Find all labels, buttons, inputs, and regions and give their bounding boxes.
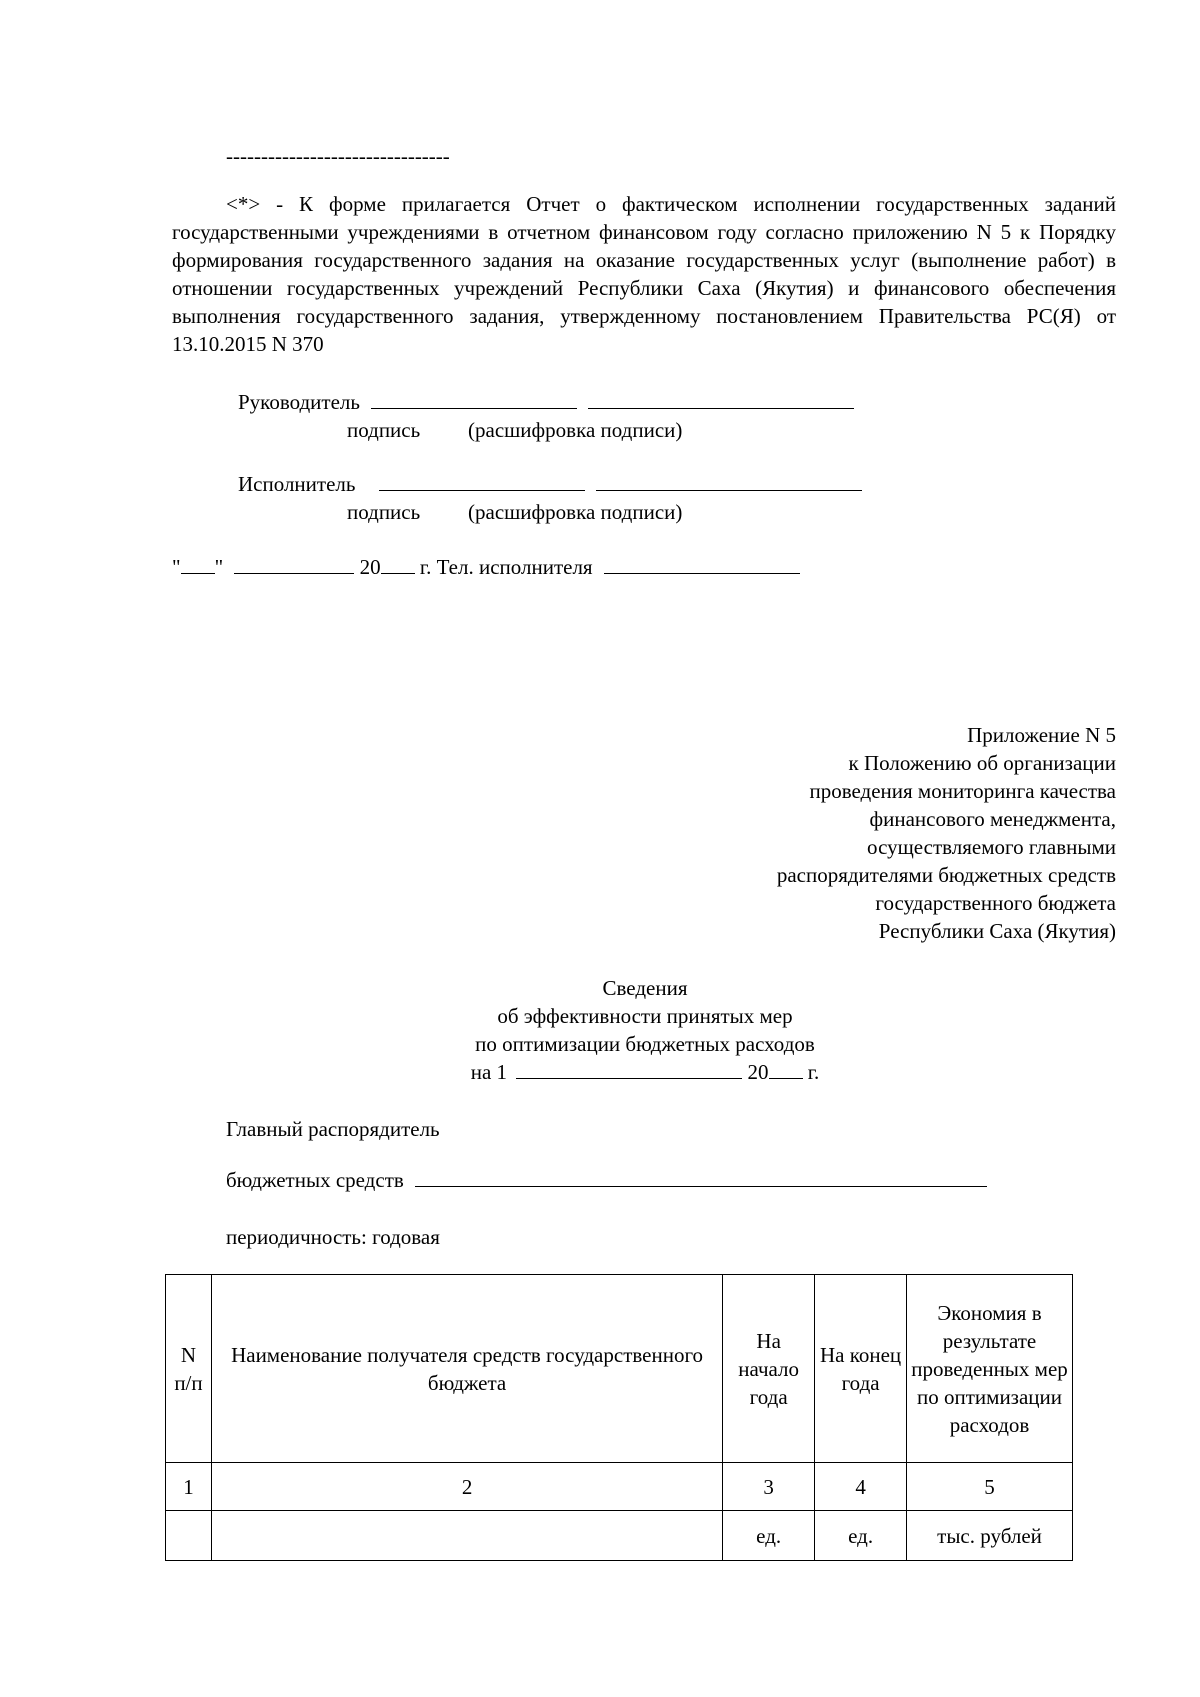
table-header-cell: На конец года — [815, 1275, 907, 1463]
report-table — [165, 1274, 1073, 1561]
signature-caption: подпись — [347, 418, 421, 442]
date-line: " " 20 г. Тел. исполнителя — [172, 553, 800, 581]
table-cell — [211, 1511, 722, 1561]
footnote-marker: <*> — [226, 192, 261, 216]
table-cell: 5 — [907, 1463, 1073, 1511]
table-header-cell: Экономия в результате проведенных мер по оптимизации расходов — [907, 1275, 1073, 1463]
table-cell — [166, 1511, 212, 1561]
periodicity-label: периодичность: годовая — [226, 1225, 440, 1249]
table-cell: ед. — [815, 1511, 907, 1561]
appendix-header: Приложение N 5 к Положению об организации проведения мониторинга качества финансового менеджмента, осуществляемого главными распорядителями бюджетных средств государственного бюджета Республики Саха (Якутия) — [776, 723, 1116, 943]
budget-funds-blank — [415, 1168, 987, 1187]
phone-blank — [604, 555, 800, 574]
table-cell: ед. — [723, 1511, 815, 1561]
main-manager-label: Главный распорядитель — [226, 1117, 440, 1141]
signature-caption: подпись — [347, 500, 421, 524]
table-cell: 3 — [723, 1463, 815, 1511]
signature-decode-line — [596, 472, 862, 491]
signature-line — [371, 390, 577, 409]
footnote-text: - К форме прилагается Отчет о фактическом исполнении государственных заданий государственными учреждениями в отчетном финансовом году согласно приложению N 5 к Порядку формирования государственного задания на оказание государственных услуг (выполнение работ) в отношении государственных учреждений Республики Саха (Якутия) и финансового обеспечения выполнения государственного задания, утвержденному постановлением Правительства РС(Я) от 13.10.2015 N 370 — [172, 192, 1116, 356]
table-header-cell: Наименование получателя средств государственного бюджета — [211, 1275, 722, 1463]
table-cell: 2 — [211, 1463, 722, 1511]
signature-decode-caption: (расшифровка подписи) — [468, 500, 683, 524]
title-year-blank — [769, 1060, 803, 1079]
signature-role: Руководитель — [238, 390, 360, 414]
footnote — [172, 190, 1116, 358]
table-header-cell: N п/п — [166, 1275, 212, 1463]
month-blank — [234, 555, 354, 574]
table-header-cell: На начало года — [723, 1275, 815, 1463]
document-title: Сведения об эффективности принятых мер по оптимизации бюджетных расходов на 1 20 г. — [300, 974, 990, 1086]
title-date: на 1 20 г. — [470, 1060, 820, 1084]
title-date-blank — [516, 1060, 742, 1079]
day-blank — [181, 555, 215, 574]
signature-decode-line — [588, 390, 854, 409]
table-header-row — [166, 1275, 1073, 1463]
budget-funds-row: бюджетных средств — [226, 1166, 987, 1194]
signature-decode-caption: (расшифровка подписи) — [468, 418, 683, 442]
footnote-separator: -------------------------------- — [226, 144, 450, 168]
table-cell: тыс. рублей — [907, 1511, 1073, 1561]
signature-role: Исполнитель — [238, 472, 356, 496]
table-cell: 4 — [815, 1463, 907, 1511]
signature-line — [379, 472, 585, 491]
table-row — [166, 1511, 1073, 1561]
signature-row-executor — [238, 470, 862, 498]
signature-row-head — [238, 388, 854, 416]
table-row — [166, 1463, 1073, 1511]
table-cell: 1 — [166, 1463, 212, 1511]
year-blank — [381, 555, 415, 574]
